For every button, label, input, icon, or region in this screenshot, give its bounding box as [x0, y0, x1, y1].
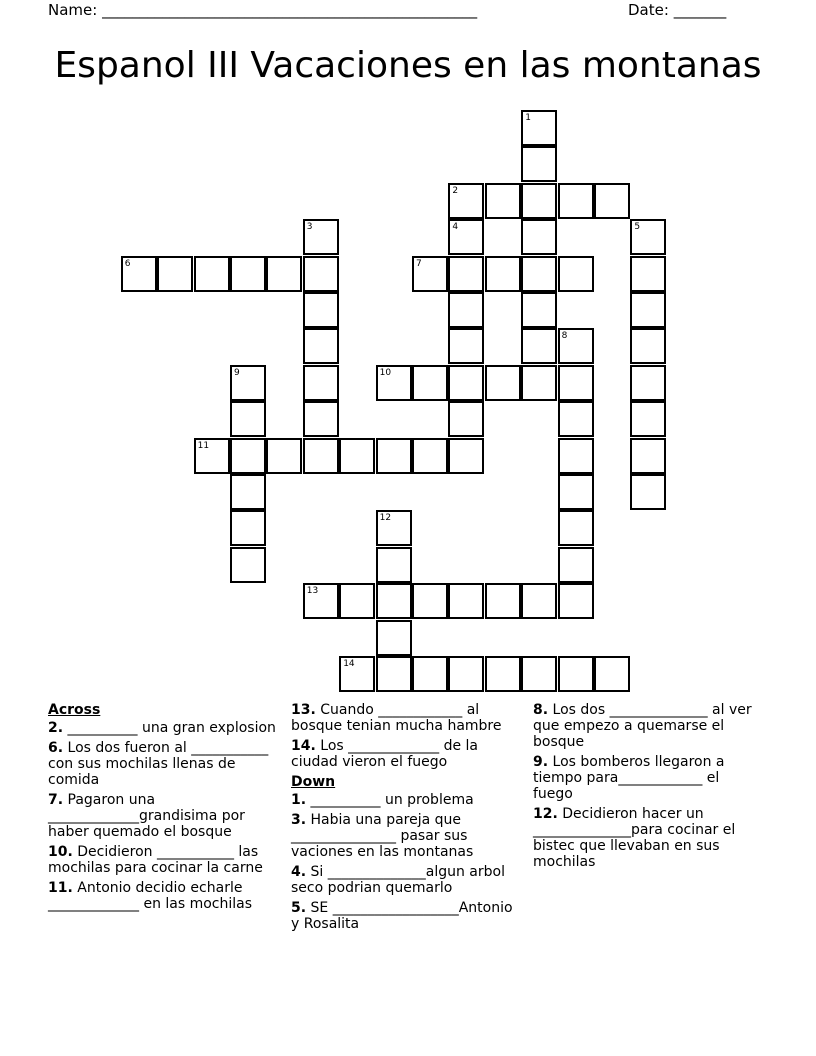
worksheet-title: Espanol III Vacaciones en las montanas	[54, 45, 762, 86]
crossword-cell[interactable]	[303, 583, 339, 619]
crossword-cell[interactable]	[303, 219, 339, 255]
name-field	[48, 0, 477, 20]
crossword-cell[interactable]	[558, 583, 594, 619]
clue-number: 13	[306, 586, 319, 597]
across-heading: Across	[48, 702, 101, 718]
crossword-cell[interactable]	[412, 438, 448, 474]
crossword-cell[interactable]	[448, 438, 484, 474]
crossword-cell[interactable]	[266, 256, 302, 292]
crossword-cell[interactable]	[485, 656, 521, 692]
crossword-cell[interactable]	[485, 583, 521, 619]
clue-item-text: Decidieron hacer un ______________para cocinar el bistec que llevaban en sus mochilas	[533, 806, 736, 870]
crossword-cell[interactable]	[558, 510, 594, 546]
clue-item	[291, 900, 515, 932]
crossword-cell[interactable]	[448, 656, 484, 692]
crossword-cell[interactable]	[521, 656, 557, 692]
crossword-cell[interactable]	[521, 328, 557, 364]
crossword-cell[interactable]	[594, 183, 630, 219]
crossword-cell[interactable]	[558, 183, 594, 219]
clue-item-number: 4.	[291, 864, 307, 880]
crossword-cell[interactable]	[412, 583, 448, 619]
clue-item	[48, 880, 284, 912]
clue-item-text: Pagaron una _____________grandisima por haber quemado el bosque	[48, 792, 245, 840]
clue-item	[291, 702, 515, 734]
crossword-cell[interactable]	[230, 510, 266, 546]
clue-item-text: Los _____________ de la ciudad vieron el fuego	[291, 738, 478, 770]
clue-item-text: SE __________________Antonio y Rosalita	[291, 900, 513, 932]
clue-item-number: 6.	[48, 740, 64, 756]
crossword-cell[interactable]	[448, 183, 484, 219]
crossword-cell[interactable]	[339, 656, 375, 692]
clues-column-2	[291, 702, 515, 936]
clue-item-text: Los bomberos llegaron a tiempo para____________ el fuego	[533, 754, 725, 802]
clue-item	[291, 864, 515, 896]
clue-item-number: 1.	[291, 792, 307, 808]
crossword-cell[interactable]	[630, 401, 666, 437]
crossword-cell[interactable]	[412, 365, 448, 401]
clue-item-text: __________ un problema	[306, 792, 474, 808]
down-clue-list	[291, 792, 515, 932]
crossword-cell[interactable]	[230, 474, 266, 510]
clue-item-number: 14.	[291, 738, 316, 754]
clue-number: 1	[525, 113, 531, 123]
crossword-cell[interactable]	[303, 256, 339, 292]
crossword-cell[interactable]	[558, 656, 594, 692]
clue-item-number: 5.	[291, 900, 307, 916]
crossword-cell[interactable]	[303, 401, 339, 437]
clue-number: 5	[634, 222, 641, 233]
clue-item-number: 13.	[291, 702, 316, 718]
clue-item-text: __________ una gran explosion	[63, 720, 276, 736]
crossword-cell[interactable]	[412, 656, 448, 692]
clue-item	[48, 792, 284, 840]
crossword-cell[interactable]	[630, 292, 666, 328]
crossword-cell[interactable]	[303, 292, 339, 328]
clues-column-1	[48, 702, 284, 916]
date-line: _______	[673, 1, 727, 19]
crossword-cell[interactable]	[448, 328, 484, 364]
crossword-cell[interactable]	[412, 256, 448, 292]
crossword-cell[interactable]	[485, 256, 521, 292]
clue-item	[291, 812, 515, 860]
down-clue-list-continued	[533, 702, 763, 870]
crossword-cell[interactable]	[630, 328, 666, 364]
crossword-cell[interactable]	[448, 256, 484, 292]
date-label: Date:	[628, 1, 674, 19]
crossword-cell[interactable]	[121, 256, 157, 292]
crossword-cell[interactable]	[485, 365, 521, 401]
date-field	[628, 0, 726, 20]
crossword-cell[interactable]	[448, 292, 484, 328]
across-clue-list	[48, 720, 284, 912]
crossword-cell[interactable]	[485, 183, 521, 219]
crossword-cell[interactable]	[448, 583, 484, 619]
clue-number: 6	[124, 258, 131, 269]
clue-item-text: Antonio decidio echarle _____________ en las mochilas	[48, 880, 253, 912]
crossword-cell[interactable]	[630, 365, 666, 401]
clue-number: 10	[379, 367, 392, 378]
crossword-cell[interactable]	[376, 620, 412, 656]
crossword-cell[interactable]	[558, 256, 594, 292]
crossword-cell[interactable]	[521, 219, 557, 255]
clue-item-number: 7.	[48, 792, 64, 808]
crossword-cell[interactable]	[157, 256, 193, 292]
crossword-cell[interactable]	[521, 146, 557, 182]
crossword-cell[interactable]	[376, 583, 412, 619]
clue-item	[48, 844, 284, 876]
clue-item	[533, 702, 763, 750]
crossword-cell[interactable]	[303, 438, 339, 474]
crossword-cell[interactable]	[558, 547, 594, 583]
name-label: Name:	[48, 1, 103, 19]
clue-item-number: 10.	[48, 844, 73, 860]
crossword-cell[interactable]	[303, 365, 339, 401]
clue-item-text: Cuando ____________ al bosque tenian mucha hambre	[291, 702, 502, 734]
clue-item-text: Decidieron ___________ las mochilas para cocinar la carne	[48, 844, 263, 876]
clue-item-number: 12.	[533, 806, 558, 822]
clue-number: 4	[452, 222, 459, 233]
clue-number: 2	[452, 185, 459, 196]
clue-item-text: Habia una pareja que _______________ pasar sus vaciones en las montanas	[291, 812, 474, 860]
across-clue-list-continued	[291, 702, 515, 770]
crossword-cell[interactable]	[376, 365, 412, 401]
clue-number: 7	[416, 258, 422, 269]
clue-number: 8	[561, 331, 568, 342]
clue-item-number: 3.	[291, 812, 307, 828]
clue-item	[533, 754, 763, 802]
clue-item	[48, 720, 284, 736]
crossword-cell[interactable]	[266, 438, 302, 474]
clue-item-text: Los dos fueron al ___________ con sus mochilas llenas de comida	[48, 740, 269, 788]
clue-number: 3	[306, 222, 313, 233]
clue-number: 14	[343, 659, 355, 669]
crossword-cell[interactable]	[376, 438, 412, 474]
clue-item	[48, 740, 284, 788]
clue-item-number: 9.	[533, 754, 549, 770]
clue-item-text: Si ______________algun arbol seco podrian quemarlo	[291, 864, 505, 896]
crossword-cell[interactable]	[630, 438, 666, 474]
crossword-cell[interactable]	[448, 219, 484, 255]
crossword-cell[interactable]	[630, 474, 666, 510]
crossword-cell[interactable]	[521, 365, 557, 401]
crossword-cell[interactable]	[558, 328, 594, 364]
down-heading: Down	[291, 774, 336, 790]
clue-item	[533, 806, 763, 870]
crossword-cell[interactable]	[558, 401, 594, 437]
clue-item-number: 11.	[48, 880, 73, 896]
crossword-cell[interactable]	[594, 656, 630, 692]
clue-number: 9	[234, 367, 240, 378]
clue-item	[291, 738, 515, 770]
crossword-cell[interactable]	[194, 438, 230, 474]
crossword-cell[interactable]	[521, 292, 557, 328]
clue-number: 12	[379, 513, 392, 524]
crossword-cell[interactable]	[230, 438, 266, 474]
crossword-cell[interactable]	[558, 474, 594, 510]
crossword-cell[interactable]	[448, 401, 484, 437]
clue-item-text: Los dos ______________ al ver que empezo a quemarse el bosque	[533, 702, 752, 750]
crossword-cell[interactable]	[194, 256, 230, 292]
clue-item-number: 2.	[48, 720, 64, 736]
crossword-cell[interactable]	[339, 583, 375, 619]
crossword-cell[interactable]	[230, 401, 266, 437]
crossword-cell[interactable]	[339, 438, 375, 474]
crossword-cell[interactable]	[558, 365, 594, 401]
crossword-cell[interactable]	[230, 256, 266, 292]
crossword-cell[interactable]	[521, 256, 557, 292]
clue-number: 11	[197, 440, 210, 451]
crossword-cell[interactable]	[630, 219, 666, 255]
clues-column-3	[533, 702, 763, 874]
name-line: __________________________________________________	[102, 1, 478, 19]
crossword-cell[interactable]	[521, 183, 557, 219]
clue-item-number: 8.	[533, 702, 549, 718]
crossword-cell[interactable]	[376, 656, 412, 692]
crossword-cell[interactable]	[448, 365, 484, 401]
crossword-cell[interactable]	[230, 365, 266, 401]
crossword-cell[interactable]	[630, 256, 666, 292]
clue-item	[291, 792, 515, 808]
crossword-cell[interactable]	[230, 547, 266, 583]
crossword-cell[interactable]	[521, 110, 557, 146]
crossword-cell[interactable]	[521, 583, 557, 619]
crossword-cell[interactable]	[558, 438, 594, 474]
crossword-cell[interactable]	[376, 510, 412, 546]
crossword-cell[interactable]	[303, 328, 339, 364]
crossword-cell[interactable]	[376, 547, 412, 583]
